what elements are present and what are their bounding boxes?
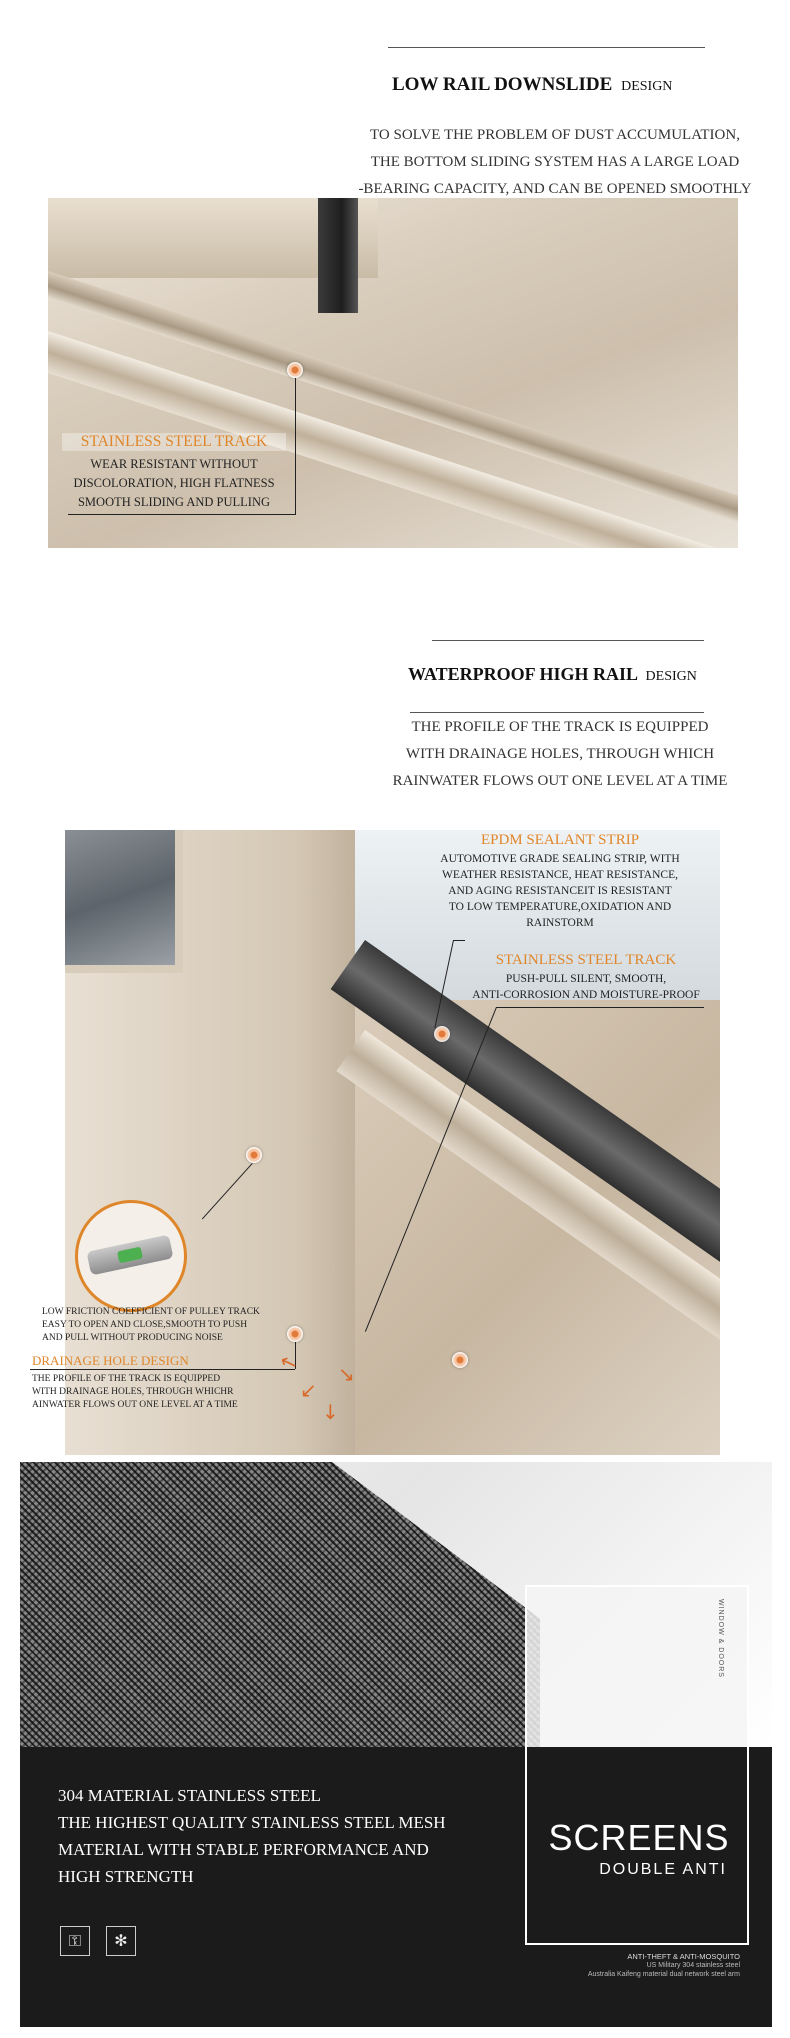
drainage-callout	[32, 1353, 272, 1412]
drain-arrow-icon: ↘	[338, 1362, 355, 1386]
pulley-zoom-circle	[75, 1200, 187, 1312]
section2-paragraph-line: THE PROFILE OF THE TRACK IS EQUIPPED	[411, 719, 709, 735]
steel-track-hotspot	[452, 1352, 468, 1368]
section2-paragraph	[390, 714, 730, 795]
section2-title	[408, 664, 697, 685]
steel-track-title: STAINLESS STEEL TRACK	[495, 952, 677, 968]
steel-track-callout	[468, 952, 704, 1003]
section1-callout-line: SMOOTH SLIDING AND PULLING	[77, 495, 270, 509]
track-leader-vertical	[295, 378, 296, 514]
pulley-line: LOW FRICTION COEFFICIENT OF PULLEY TRACK	[42, 1307, 260, 1317]
drain-arrow-icon: ↖	[276, 1347, 301, 1377]
epdm-leader-horizontal	[453, 940, 465, 941]
anti-caption-line: US Military 304 stainless steel	[646, 1962, 740, 1969]
section2-title-suffix: DESIGN	[645, 669, 697, 684]
mesh-copy	[58, 1782, 446, 1890]
window-doors-label: WINDOW & DOORS	[717, 1599, 724, 1678]
epdm-line: WEATHER RESISTANCE, HEAT RESISTANCE,	[442, 869, 678, 881]
section2-title-main: WATERPROOF HIGH RAIL	[408, 664, 638, 684]
drainage-line: WITH DRAINAGE HOLES, THROUGH WHICHR	[32, 1387, 234, 1397]
drainage-line: THE PROFILE OF THE TRACK IS EQUIPPED	[32, 1374, 221, 1384]
section1-paragraph-line: -BEARING CAPACITY, AND CAN BE OPENED SMOOTHLY	[358, 181, 752, 197]
section2-paragraph-line: RAINWATER FLOWS OUT ONE LEVEL AT A TIME	[392, 773, 728, 789]
track-leader-horizontal	[68, 514, 296, 515]
section2-mid-rule	[410, 712, 704, 713]
screens-frame	[525, 1585, 749, 1945]
epdm-body	[430, 851, 690, 931]
mesh-copy-line: THE HIGHEST QUALITY STAINLESS STEEL MESH	[58, 1813, 446, 1832]
screens-subtitle: DOUBLE ANTI	[599, 1861, 727, 1878]
pulley-line: EASY TO OPEN AND CLOSE,SMOOTH TO PUSH	[42, 1320, 248, 1330]
section1-title-main: LOW RAIL DOWNSLIDE	[392, 74, 613, 95]
section1-title-suffix: DESIGN	[621, 79, 673, 94]
pulley-line: AND PULL WITHOUT PRODUCING NOISE	[42, 1333, 223, 1343]
screens-frame-light	[527, 1587, 747, 1747]
drainage-body	[32, 1373, 272, 1412]
pulley-detail	[86, 1235, 173, 1276]
section1-top-rule	[388, 47, 705, 48]
mesh-copy-line: HIGH STRENGTH	[58, 1867, 194, 1886]
epdm-line: RAINSTORM	[526, 917, 594, 929]
section1-callout-title: STAINLESS STEEL TRACK	[62, 433, 286, 451]
epdm-line: AND AGING RESISTANCEIT IS RESISTANT	[448, 885, 672, 897]
section1-title	[392, 74, 672, 96]
section1-callout-body	[62, 455, 286, 512]
pulley-description	[42, 1306, 282, 1345]
screens-banner	[20, 1462, 772, 2027]
window-pane	[65, 830, 183, 973]
drain-arrow-icon: ↓	[322, 1400, 339, 1424]
epdm-line: AUTOMOTIVE GRADE SEALING STRIP, WITH	[440, 853, 680, 865]
anti-caption-line: Australia Kaifeng material dual network steel arm	[587, 1971, 740, 1978]
drainage-line: AINWATER FLOWS OUT ONE LEVEL AT A TIME	[32, 1400, 238, 1410]
drain-arrow-icon: ↙	[300, 1378, 317, 1402]
mesh-copy-line: 304 MATERIAL STAINLESS STEEL	[58, 1786, 321, 1805]
anti-theft-caption	[540, 1952, 740, 1979]
steel-mesh	[20, 1462, 540, 1747]
track-hotspot	[287, 362, 303, 378]
pulley-hotspot	[246, 1147, 262, 1163]
anti-caption-line: ANTI-THEFT & ANTI-MOSQUITO	[627, 1952, 740, 1961]
steel-track-body	[468, 971, 704, 1003]
epdm-hotspot	[434, 1026, 450, 1042]
section1-callout	[62, 433, 286, 512]
section1-paragraph-line: THE BOTTOM SLIDING SYSTEM HAS A LARGE LOAD	[370, 154, 740, 170]
mesh-copy-line: MATERIAL WITH STABLE PERFORMANCE AND	[58, 1840, 429, 1859]
steel-track-line: PUSH-PULL SILENT, SMOOTH,	[505, 973, 667, 985]
anti-mosquito-icon: ✻	[106, 1926, 136, 1956]
section1-callout-line: DISCOLORATION, HIGH FLATNESS	[73, 476, 275, 490]
section1-paragraph-line: TO SOLVE THE PROBLEM OF DUST ACCUMULATION,	[370, 127, 740, 143]
epdm-callout	[430, 832, 690, 931]
glass-edge	[318, 198, 358, 313]
section1-callout-line: WEAR RESISTANT WITHOUT	[90, 457, 258, 471]
drainage-title: DRAINAGE HOLE DESIGN	[32, 1353, 189, 1368]
epdm-line: TO LOW TEMPERATURE,OXIDATION AND	[448, 901, 672, 913]
anti-theft-icon: ⚿	[60, 1926, 90, 1956]
section2-paragraph-line: WITH DRAINAGE HOLES, THROUGH WHICH	[405, 746, 715, 762]
drainage-hotspot	[287, 1326, 303, 1342]
epdm-title: EPDM SEALANT STRIP	[480, 832, 640, 848]
section2-top-rule	[432, 640, 704, 641]
steel-track-leader-horizontal	[496, 1007, 704, 1008]
screens-title: SCREENS	[548, 1817, 730, 1858]
steel-track-line: ANTI-CORROSION AND MOISTURE-PROOF	[472, 989, 700, 1001]
